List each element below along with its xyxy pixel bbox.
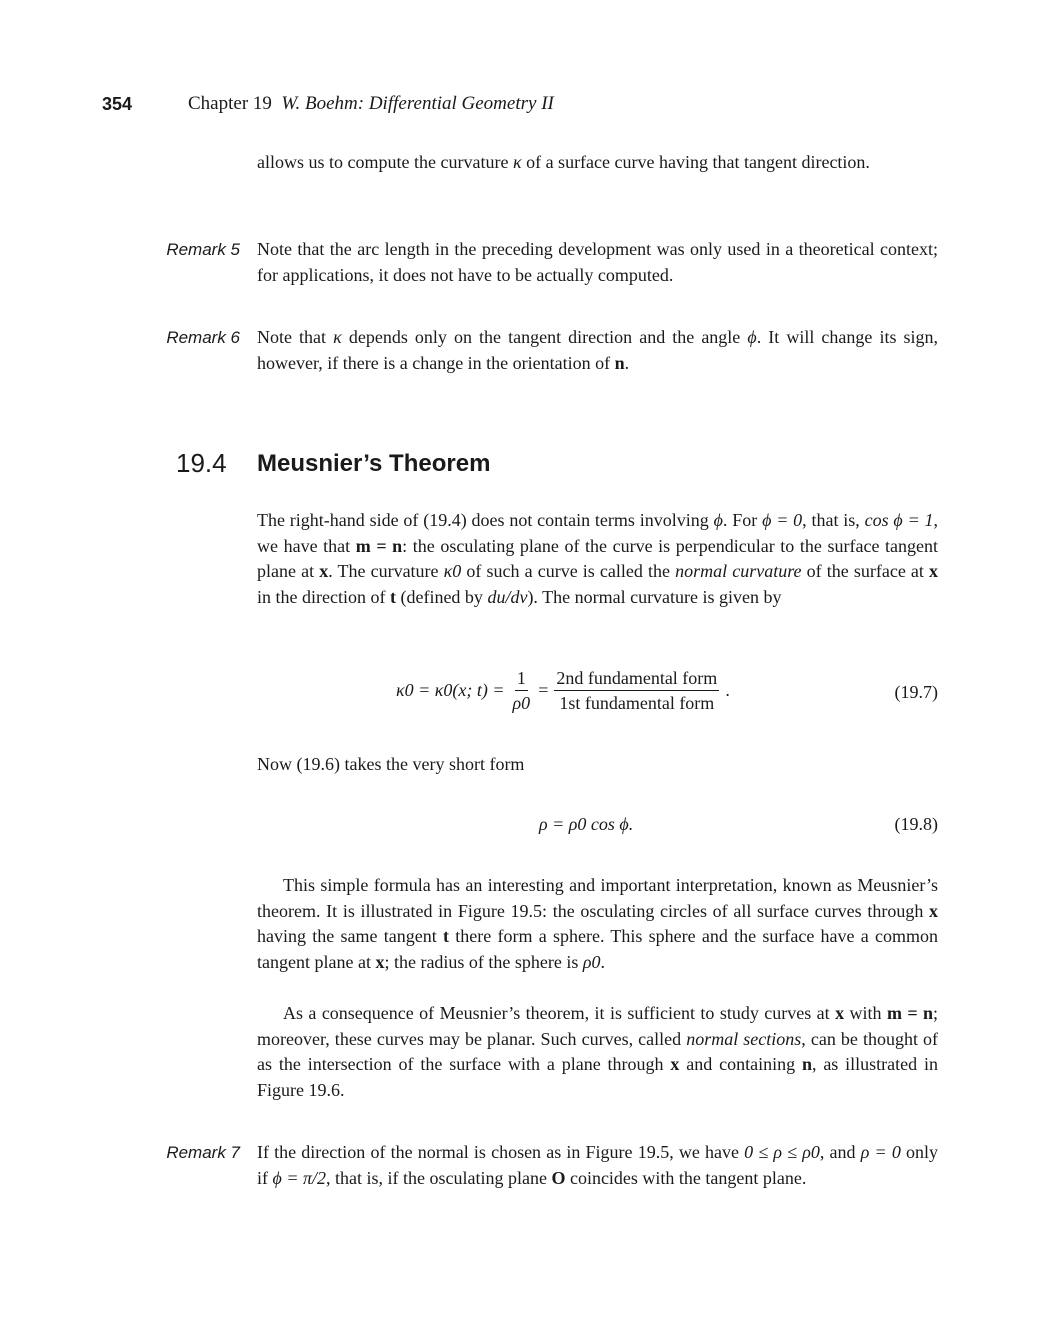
equation-19-8-label: (19.8): [894, 814, 938, 834]
remark-7-text: If the direction of the normal is chosen as in Figure 19.5, we have 0 ≤ ρ ≤ ρ0, and ρ = 0 only if ϕ = π/2, that is, if the osculating plane O coincides with the tangent plane.: [257, 1142, 939, 1188]
equation-19-8: ρ = ρ0 cos ϕ.: [539, 814, 634, 834]
header-title: Differential Geometry II: [368, 93, 554, 114]
remark-7-label: Remark 7: [166, 1143, 240, 1162]
section-number: 19.4: [176, 448, 227, 478]
equation-19-7-label: (19.7): [894, 682, 938, 702]
paragraph-3: This simple formula has an interesting and important interpretation, known as Meusnier’s theorem. It is illustrated in Figure 19.5: the osculating circles of all surface curves through x having the same tangent t there form a sphere. This sphere and the surface have a common tangent plane at x; the radius of the sphere is ρ0.: [257, 875, 939, 972]
remark-5-label: Remark 5: [166, 240, 240, 259]
eq-19-7-lhs: κ0 = κ0(x; t) =: [396, 680, 505, 700]
eq-19-7-fraction-1: $\frac{1}{\rho 0}$: [512, 668, 531, 713]
paragraph-1: The right-hand side of (19.4) does not contain terms involving ϕ. For ϕ = 0, that is, cos ϕ = 1, we have that m = n: the osculating plane of the curve is perpendicular to the surface tangent plane at x. The curvature κ0 of such a curve is called the normal curvature of the surface at x in the direction of t (defined by du/dv). The normal curvature is given by: [257, 510, 939, 607]
header-chapter: Chapter 19: [188, 93, 272, 114]
page-number: 354: [102, 94, 133, 114]
remark-6-label: Remark 6: [166, 328, 240, 347]
equation-19-7: κ0 = κ0(x; t) = $\frac{1}{\rho 0}$ = $\frac{\text{2nd fundamental form}}{\text{1st fundamental form}}$ .: [396, 668, 730, 713]
paragraph-4: As a consequence of Meusnier’s theorem, it is sufficient to study curves at x with m = n; moreover, these curves may be planar. Such curves, called normal sections, can be thought of as the intersection of the surface with a plane through x and containing n, as illustrated in Figure 19.6.: [257, 1003, 939, 1100]
paragraph-2: Now (19.6) takes the very short form: [257, 754, 525, 774]
remark-5-text: Note that the arc length in the preceding development was only used in a theoretical context; for applications, it does not have to be actually computed.: [257, 239, 938, 285]
section-title: Meusnier’s Theorem: [257, 450, 491, 477]
paragraph-continuation: allows us to compute the curvature κ of a surface curve having that tangent direction.: [257, 152, 870, 172]
eq-19-7-fraction-2: $\frac{\text{2nd fundamental form}}{\text{1st fundamental form}}$: [556, 668, 718, 713]
header-author: W. Boehm:: [281, 93, 365, 114]
running-header: [188, 93, 554, 115]
remark-6-text: Note that κ depends only on the tangent direction and the angle ϕ. It will change its sign, however, if there is a change in the orientation of n.: [257, 327, 939, 373]
